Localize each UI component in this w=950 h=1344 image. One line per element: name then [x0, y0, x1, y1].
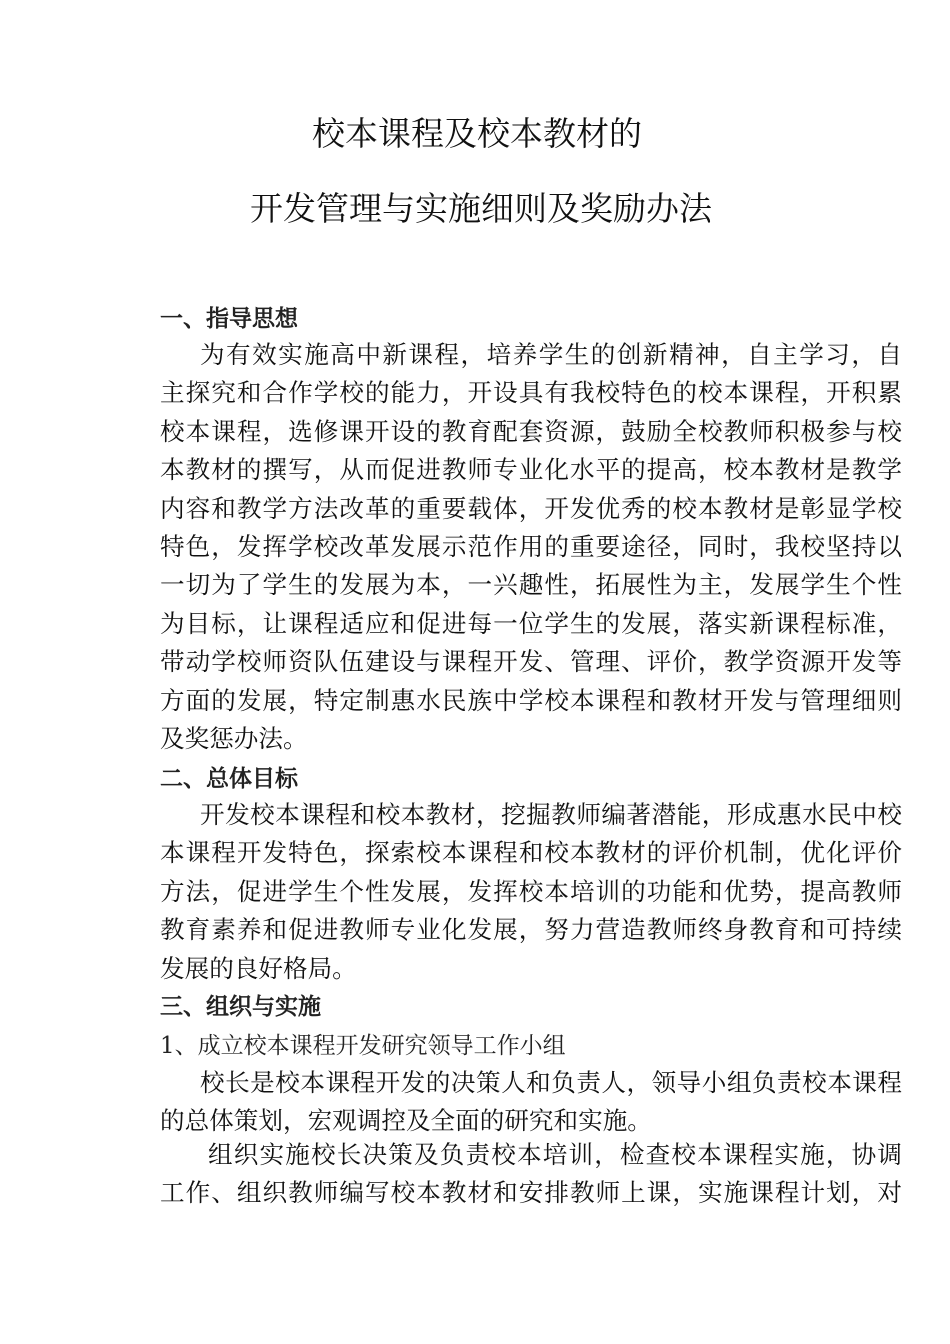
paragraph-line: 的总体策划，宏观调控及全面的研究和实施。 — [160, 1106, 652, 1136]
paragraph-line: 主探究和合作学校的能力，开设具有我校特色的校本课程，开积累 — [160, 378, 902, 408]
section-heading-overall-goal: 二、总体目标 — [160, 765, 298, 792]
document-title-line-1: 校本课程及校本教材的 — [312, 114, 642, 153]
subsection-paragraph-principal — [160, 1064, 902, 1141]
paragraph-line: 特色，发挥学校改革发展示范作用的重要途径，同时，我校坚持以 — [160, 532, 902, 562]
subsection-heading-leadership-group: 1、成立校本课程开发研究领导工作小组 — [160, 1033, 566, 1059]
paragraph-line: 本课程开发特色，探索校本课程和校本教材的评价机制，优化评价 — [160, 838, 902, 868]
paragraph-line: 一切为了学生的发展为本，一兴趣性，拓展性为主，发展学生个性 — [160, 570, 902, 600]
paragraph-line: 工作、组织教师编写校本教材和安排教师上课，实施课程计划，对 — [160, 1178, 902, 1208]
paragraph-line: 组织实施校长决策及负责校本培训，检查校本课程实施，协调 — [208, 1140, 902, 1169]
document-title-line-2: 开发管理与实施细则及奖励办法 — [250, 189, 712, 228]
paragraph-line: 校长是校本课程开发的决策人和负责人，领导小组负责校本课程 — [200, 1068, 902, 1097]
paragraph-line: 为有效实施高中新课程，培养学生的创新精神，自主学习，自 — [200, 340, 902, 369]
section-paragraph-overall-goal — [160, 796, 902, 988]
section-paragraph-guiding-ideology — [160, 336, 902, 758]
paragraph-line: 为目标，让课程适应和促进每一位学生的发展，落实新课程标准， — [160, 608, 902, 638]
paragraph-line: 带动学校师资队伍建设与课程开发、管理、评价，教学资源开发等 — [160, 647, 902, 677]
paragraph-line: 教育素养和促进教师专业化发展，努力营造教师终身教育和可持续 — [160, 915, 902, 945]
paragraph-line: 开发校本课程和校本教材，挖掘教师编著潜能，形成惠水民中校 — [200, 800, 902, 829]
paragraph-line: 内容和教学方法改革的重要载体，开发优秀的校本教材是彰显学校 — [160, 493, 902, 523]
paragraph-line: 方面的发展，特定制惠水民族中学校本课程和教材开发与管理细则 — [160, 685, 902, 715]
paragraph-line: 发展的良好格局。 — [160, 953, 357, 983]
section-heading-guiding-ideology: 一、指导思想 — [160, 305, 298, 332]
section-heading-organization: 三、组织与实施 — [160, 993, 321, 1020]
subsection-paragraph-implementation — [160, 1136, 902, 1213]
paragraph-line: 本教材的撰写，从而促进教师专业化水平的提高，校本教材是教学 — [160, 455, 902, 485]
paragraph-line: 校本课程，选修课开设的教育配套资源，鼓励全校教师积极参与校 — [160, 416, 902, 446]
paragraph-line: 及奖惩办法。 — [160, 724, 308, 754]
paragraph-line: 方法，促进学生个性发展，发挥校本培训的功能和优势，提高教师 — [160, 876, 902, 906]
